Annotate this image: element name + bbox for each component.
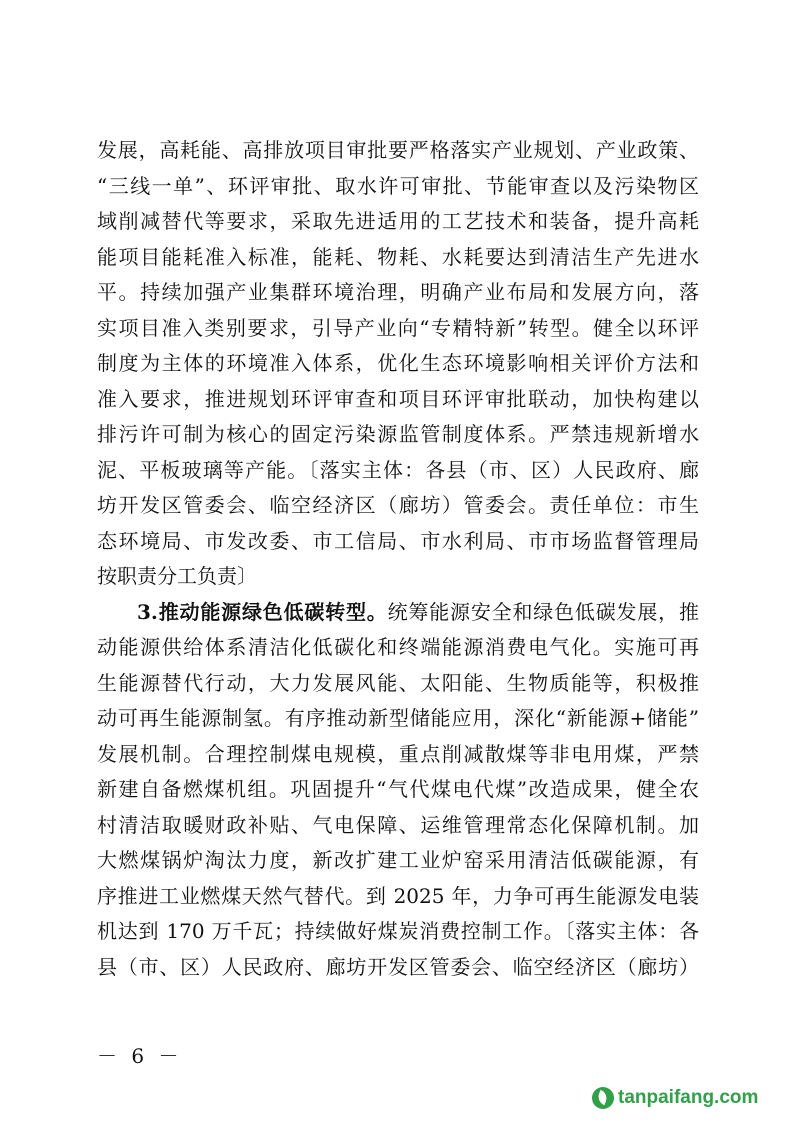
text-line: 按职责分工负责〕 xyxy=(97,564,257,588)
text-line: “三线一单”、环评审批、取水许可审批、节能审查以及污染物区 xyxy=(97,173,699,198)
text-line: 机达到 170 万千瓦；持续做好煤炭消费控制工作。〔落实主体：各 xyxy=(97,919,699,943)
text-line: 态环境局、市发改委、市工信局、市水利局、市市场监督管理局 xyxy=(97,528,699,553)
section-heading-line xyxy=(97,595,699,631)
text-line: 动能源供给体系清洁化低碳化和终端能源消费电气化。实施可再 xyxy=(97,635,699,659)
text-line: 平。持续加强产业集群环境治理，明确产业布局和发展方向，落 xyxy=(97,280,699,304)
watermark-text: tanpaifang.com xyxy=(618,1087,759,1108)
text-line: 域削减替代等要求，采取先进适用的工艺技术和装备，提升高耗 xyxy=(97,209,699,233)
section-heading: 3.推动能源绿色低碳转型。 xyxy=(137,599,388,624)
text-line: 动可再生能源制氢。有序推动新型储能应用，深化“新能源+储能” xyxy=(97,706,699,730)
text-line: 准入要求，推进规划环评审查和项目环评审批联动，加快构建以 xyxy=(97,386,699,411)
text-line: 新建自备燃煤机组。巩固提升“气代煤电代煤”改造成果，健全农 xyxy=(97,777,699,801)
leaf-logo-icon xyxy=(592,1087,614,1109)
text-line: 制度为主体的环境准入体系，优化生态环境影响相关评价方法和 xyxy=(97,351,699,375)
watermark xyxy=(592,1087,758,1109)
text-line: 排污许可制为核心的固定污染源监管制度体系。严禁违规新增水 xyxy=(97,422,699,446)
body-text xyxy=(97,133,699,985)
text-line: 能项目能耗准入标准，能耗、物耗、水耗要达到清洁生产先进水 xyxy=(97,244,699,269)
text-line: 发展，高耗能、高排放项目审批要严格落实产业规划、产业政策、 xyxy=(97,138,699,162)
text-line: 大燃煤锅炉淘汰力度，新改扩建工业炉窑采用清洁低碳能源，有 xyxy=(97,848,699,872)
text-line: 发展机制。合理控制煤电规模，重点削减散煤等非电用煤，严禁 xyxy=(97,741,699,766)
text-line: 县（市、区）人民政府、廊坊开发区管委会、临空经济区（廊坊） xyxy=(97,954,699,979)
text-line: 序推进工业燃煤天然气替代。到 2025 年，力争可再生能源发电装 xyxy=(97,883,699,908)
text-line: 生能源替代行动，大力发展风能、太阳能、生物质能等，积极推 xyxy=(97,670,699,695)
text-line-rest: 统筹能源安全和绿色低碳发展，推 xyxy=(387,599,699,624)
text-line: 泥、平板玻璃等产能。〔落实主体：各县（市、区）人民政府、廊 xyxy=(97,457,699,482)
text-line: 坊开发区管委会、临空经济区（廊坊）管委会。责任单位：市生 xyxy=(97,493,699,517)
text-line: 村清洁取暖财政补贴、气电保障、运维管理常态化保障机制。加 xyxy=(97,812,699,837)
text-line: 实项目准入类别要求，引导产业向“专精特新”转型。健全以环评 xyxy=(97,315,699,340)
page-number: － 6 － xyxy=(97,1044,183,1068)
